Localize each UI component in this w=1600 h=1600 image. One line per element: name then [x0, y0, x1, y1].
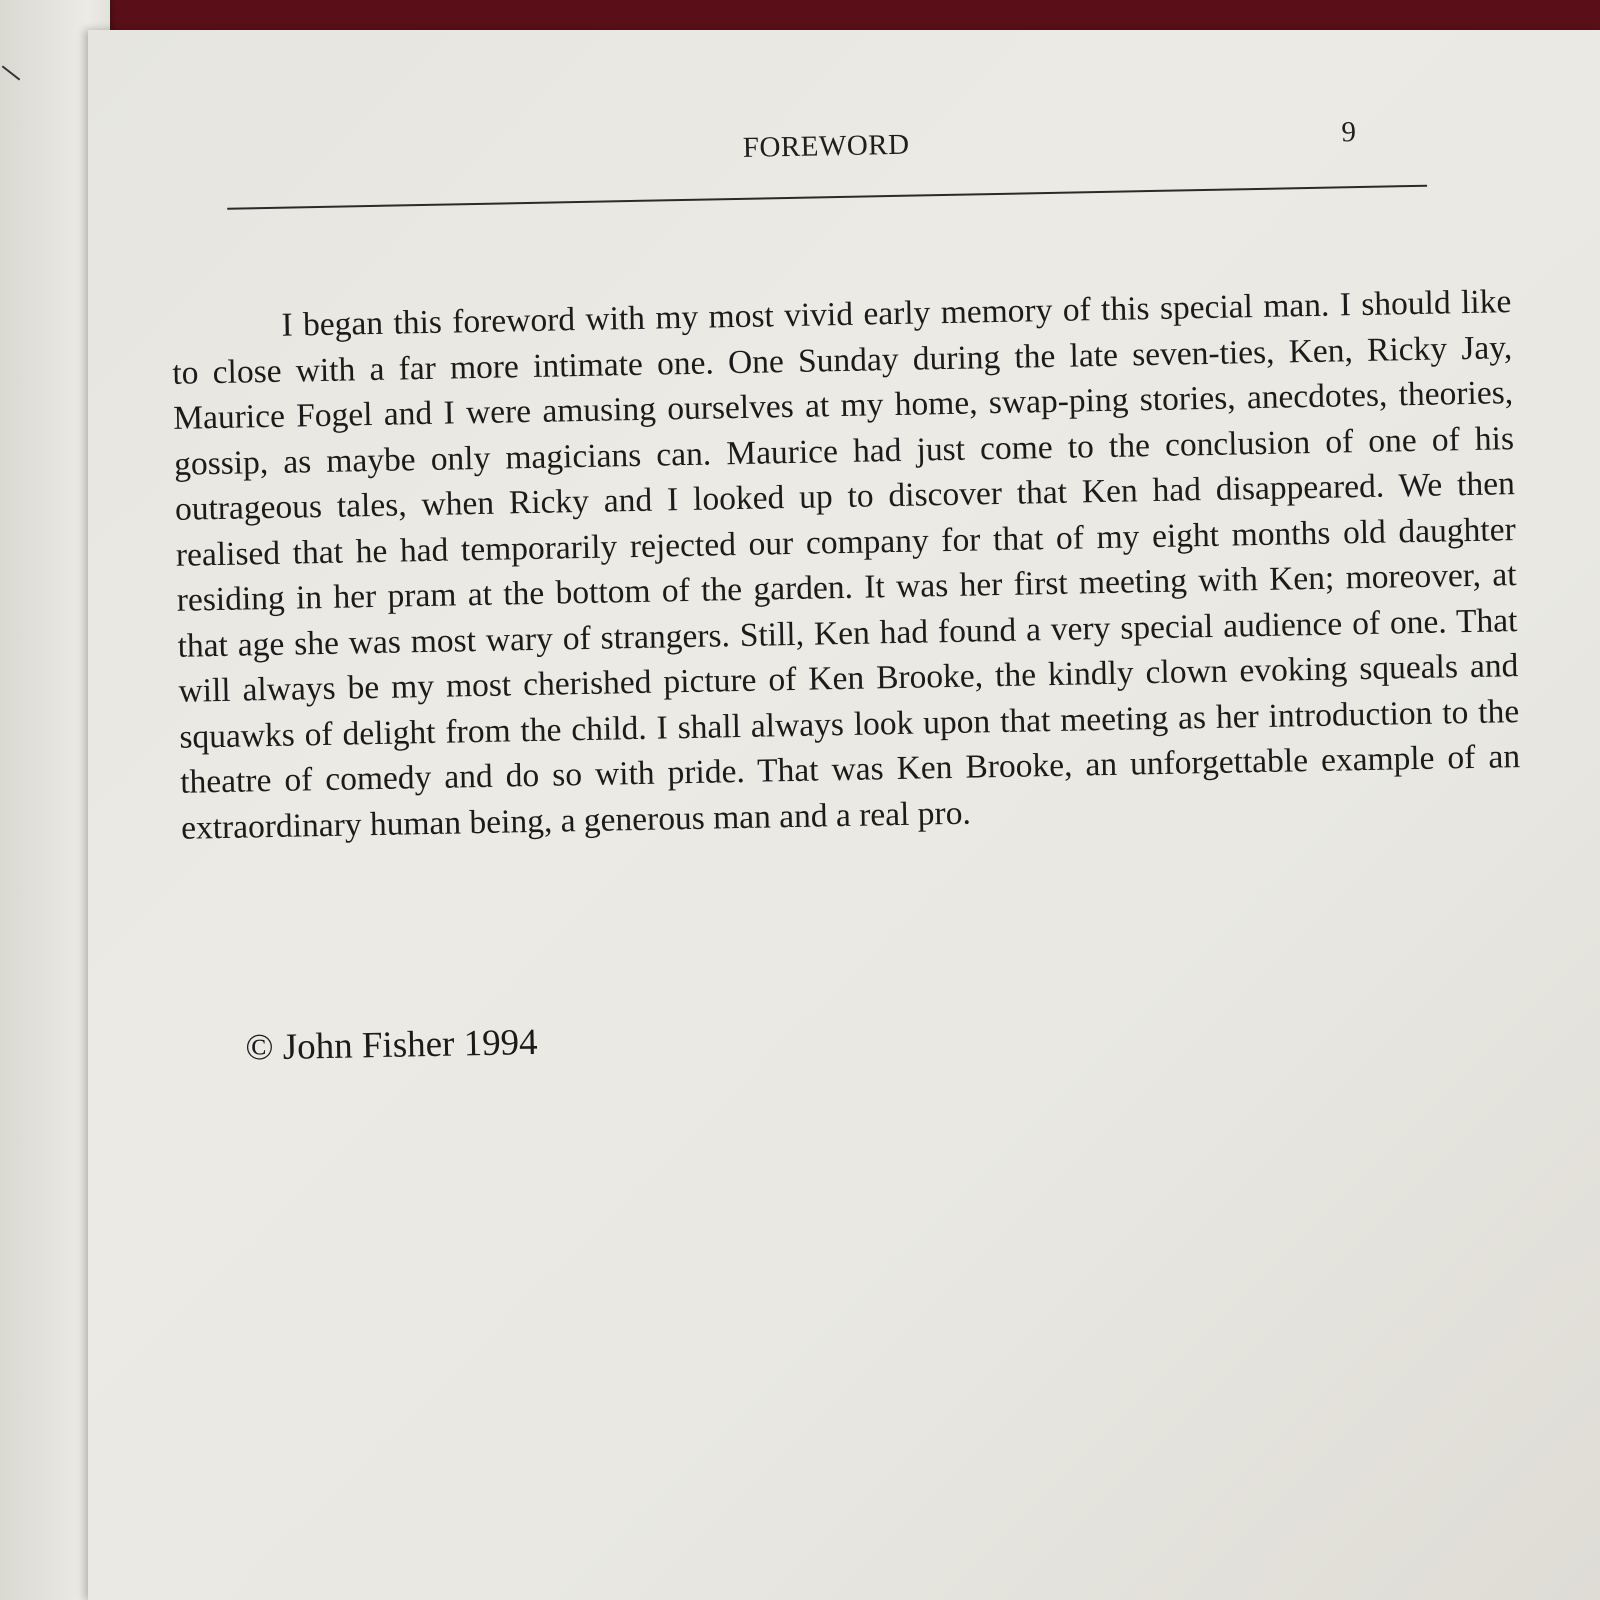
page-content [88, 30, 1600, 1600]
copyright-line: © John Fisher 1994 [244, 1021, 538, 1069]
body-paragraph: I began this foreword with my most vivid early memory of this special man. I should like to close with a far more intimate one. One Sunday during the late seven-ties, Ken, Ricky Jay, Maurice Fogel and I were amusing ourselves at my home, swap-ping stories, anecdotes, theories, gossip, as maybe only magicians can. Maurice had just come to the conclusion of one of his outrageous tales, when Ricky and I looked up to discover that Ken had disappeared. We then realised that he had temporarily rejected our company for that of my eight months old daughter residing in her pram at the bottom of the garden. It was her first meeting with Ken; moreover, at that age she was most wary of strangers. Still, Ken had found a very special audience of one. That will always be my most cherished picture of Ken Brooke, the kindly clown evoking squeals and squawks of delight from the child. I shall always look upon that meeting as her introduction to the theatre of comedy and do so with pride. That was Ken Brooke, an unforgettable example of an extraordinary human being, a generous man and a real pro. [172, 283, 1521, 847]
running-head [226, 115, 1427, 198]
pen-mark [2, 65, 21, 80]
book-page [88, 30, 1600, 1600]
page-number: 9 [1341, 116, 1357, 149]
running-title: FOREWORD [742, 128, 910, 164]
